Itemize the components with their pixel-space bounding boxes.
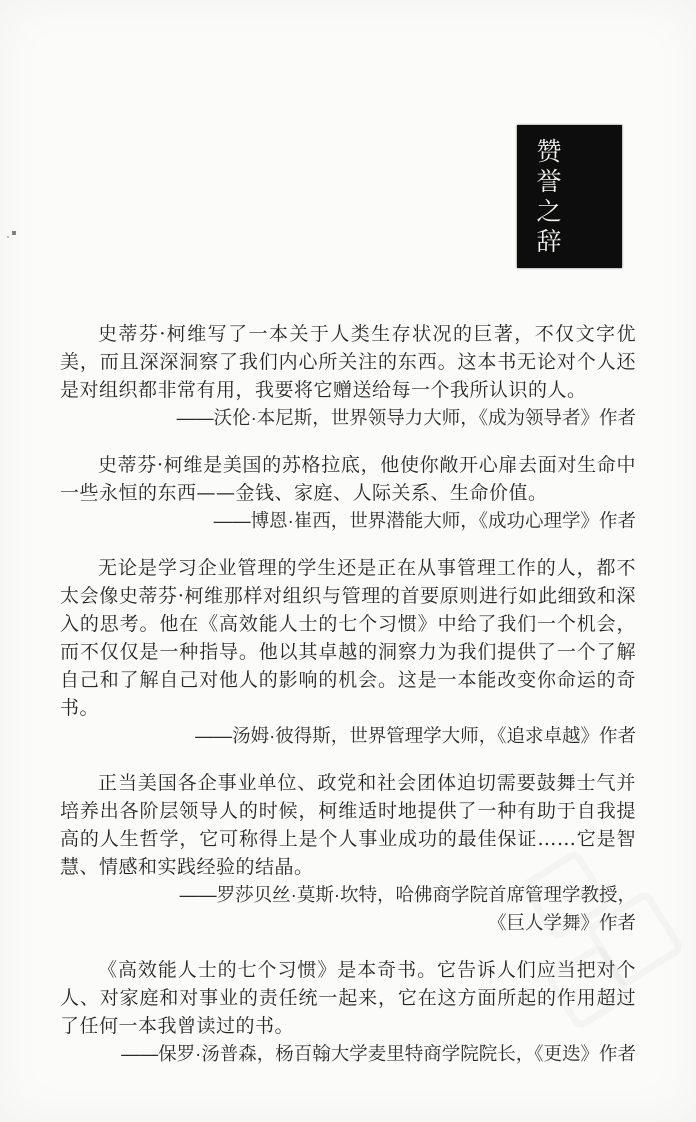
praise-quotes-column	[60, 320, 636, 1087]
chapter-title-block	[517, 125, 622, 268]
scan-artifact-speck-small	[7, 236, 9, 238]
quote-attribution: ——罗莎贝丝·莫斯·坎特，哈佛商学院首席管理学教授，	[179, 884, 636, 905]
quote-body: 无论是学习企业管理的学生还是正在从事管理工作的人，都不太会像史蒂芬·柯维那样对组织与管理的首要原则进行如此细致和深入的思考。他在《高效能人士的七个习惯》中给了我们一个机会，而不仅仅是一种指导。他以其卓越的洞察力为我们提供了一个了解自己和了解自己对他人的影响的机会。这是一本能改变你命运的奇书。	[60, 557, 636, 719]
quote-body: 《高效能人士的七个习惯》是本奇书。它告诉人们应当把对个人、对家庭和对事业的责任统一起来，它在这方面所起的作用超过了任何一本我曾读过的书。	[60, 959, 636, 1037]
quote-attribution: ——博恩·崔西，世界潜能大师，《成功心理学》作者	[213, 510, 636, 531]
quote-thompson	[60, 956, 636, 1068]
quote-attribution: ——汤姆·彼得斯，世界管理学大师，《追求卓越》作者	[195, 725, 636, 746]
quote-body: 史蒂芬·柯维是美国的苏格拉底，他使你敞开心扉去面对生命中一些永恒的东西——金钱、家庭、人际关系、生命价值。	[60, 454, 636, 504]
quote-bennis	[60, 320, 636, 432]
quote-kanter	[60, 769, 636, 937]
chapter-title: 赞誉之辞	[533, 138, 562, 258]
scan-artifact-speck	[12, 231, 16, 235]
quote-tracy	[60, 451, 636, 535]
quote-attribution: ——保罗·汤普森，杨百翰大学麦里特商学院院长，《更迭》作者	[121, 1043, 636, 1064]
quote-body: 史蒂芬·柯维写了一本关于人类生存状况的巨著，不仅文字优美，而且深深洞察了我们内心所关注的东西。这本书无论对个人还是对组织都非常有用，我要将它赠送给每一个我所认识的人。	[60, 323, 636, 401]
quote-attribution-line2: 《巨人学舞》作者	[487, 912, 636, 933]
quote-peters	[60, 554, 636, 750]
quote-attribution: ——沃伦·本尼斯，世界领导力大师，《成为领导者》作者	[176, 407, 636, 428]
quote-body: 正当美国各企事业单位、政党和社会团体迫切需要鼓舞士气并培养出各阶层领导人的时候，柯维适时地提供了一种有助于自我提高的人生哲学，它可称得上是个人事业成功的最佳保证……它是智慧、情感和实践经验的结晶。	[60, 772, 636, 878]
